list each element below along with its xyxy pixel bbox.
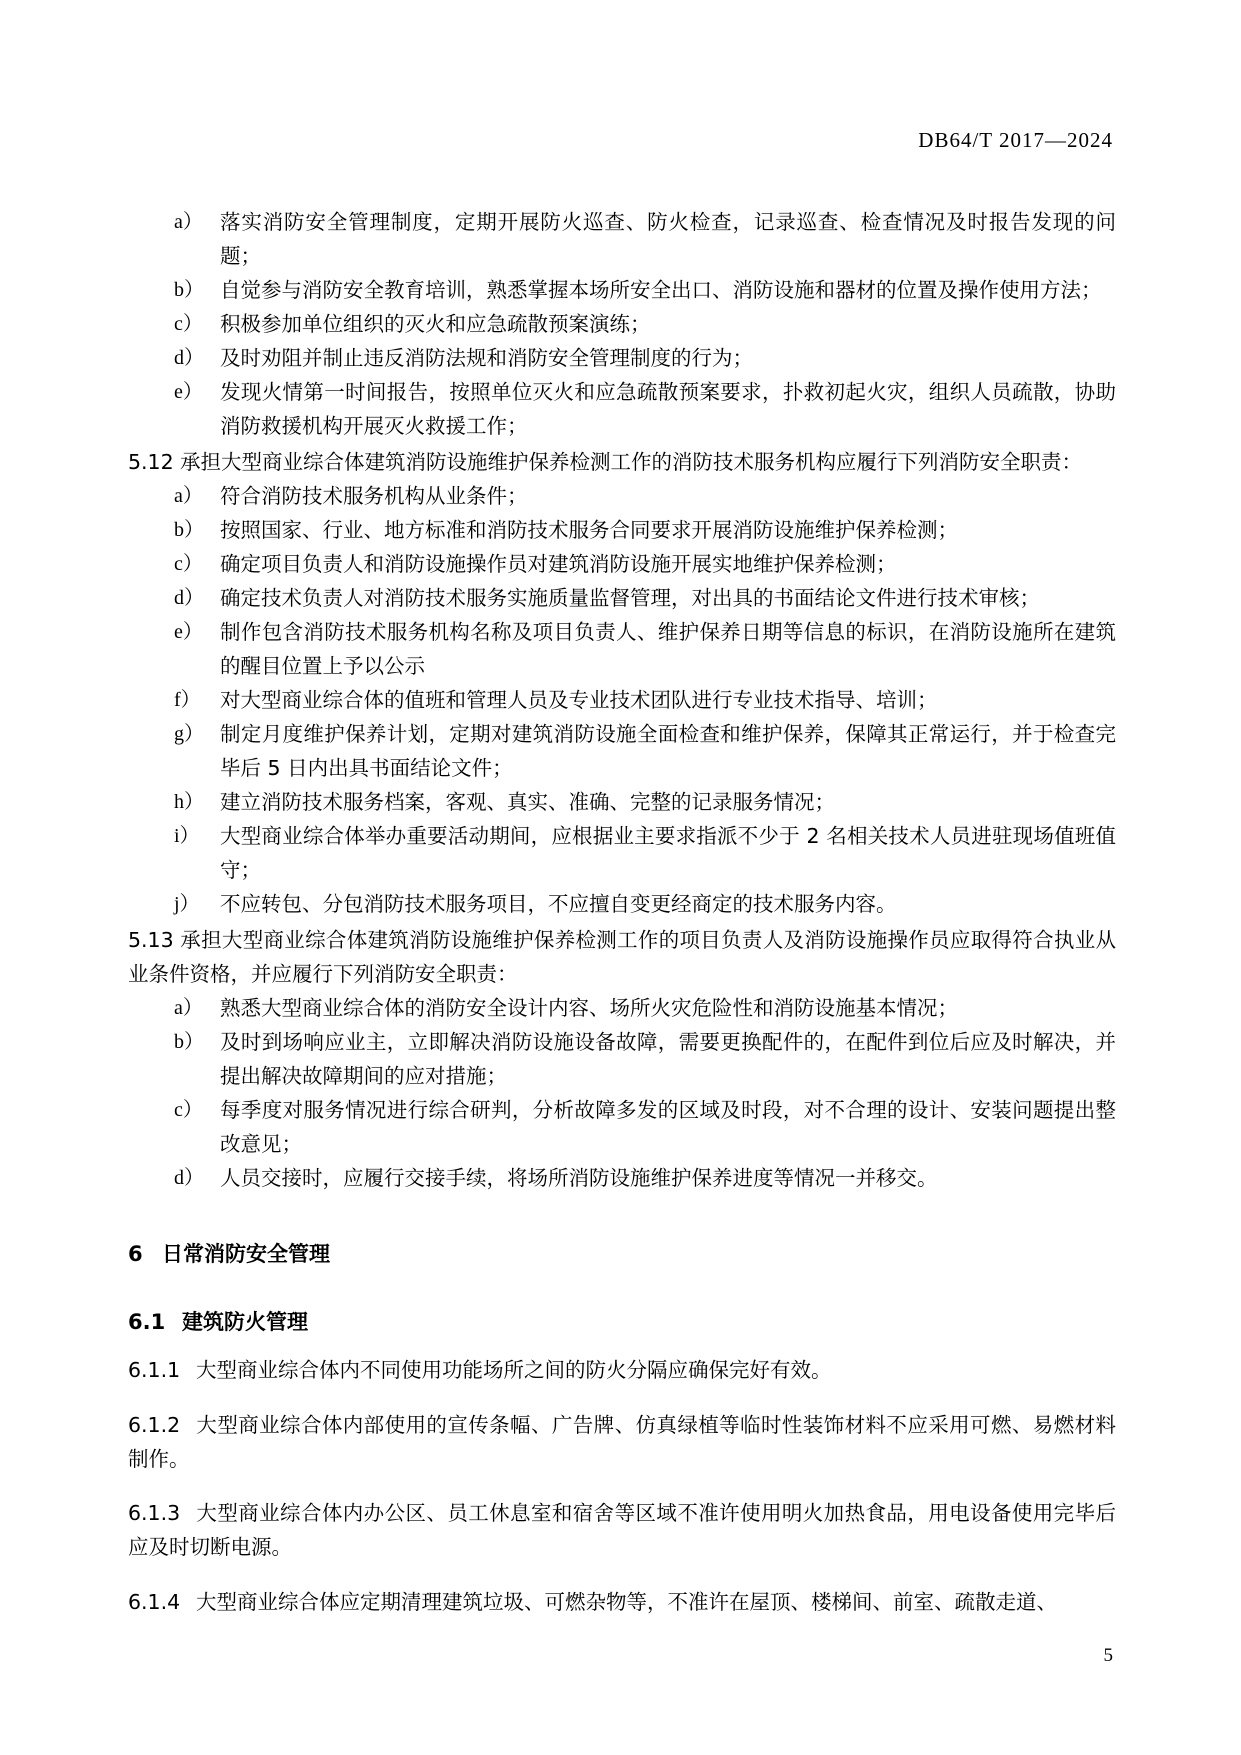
paragraph-text: 大型商业综合体内部使用的宣传条幅、广告牌、仿真绿植等临时性装饰材料不应采用可燃、易燃材料制作。 — [128, 1412, 1116, 1471]
list-marker: f） — [174, 689, 201, 711]
list-marker: b） — [174, 1031, 204, 1053]
paragraph-index: 6.1.4 — [128, 1589, 181, 1614]
list-text: 不应转包、分包消防技术服务项目，不应擅自变更经商定的技术服务内容。 — [220, 892, 897, 916]
list-text: 确定技术负责人对消防技术服务实施质量监督管理，对出具的书面结论文件进行技术审核； — [220, 586, 1040, 610]
subsection-title: 建筑防火管理 — [182, 1310, 308, 1334]
page-number: 5 — [1103, 1645, 1113, 1666]
list-marker: c） — [174, 1099, 203, 1121]
list-5-12 — [128, 479, 1116, 921]
list-marker: j） — [174, 893, 200, 915]
clause-text: 承担大型商业综合体建筑消防设施维护保养检测工作的消防技术服务机构应履行下列消防安全职责： — [180, 450, 1082, 474]
list-item — [128, 479, 1116, 513]
list-item — [128, 375, 1116, 443]
list-item — [128, 887, 1116, 921]
list-text: 人员交接时，应履行交接手续，将场所消防设施维护保养进度等情况一并移交。 — [220, 1166, 938, 1190]
list-text: 自觉参与消防安全教育培训，熟悉掌握本场所安全出口、消防设施和器材的位置及操作使用方法； — [220, 278, 1102, 302]
list-text: 按照国家、行业、地方标准和消防技术服务合同要求开展消防设施维护保养检测； — [220, 518, 958, 542]
list-item — [128, 513, 1116, 547]
list-item — [128, 547, 1116, 581]
paragraph-6-1-1 — [128, 1353, 1116, 1387]
list-text: 制定月度维护保养计划，定期对建筑消防设施全面检查和维护保养，保障其正常运行，并于检查完毕后 5 日内出具书面结论文件； — [220, 722, 1116, 780]
list-item — [128, 273, 1116, 307]
list-marker: g） — [174, 723, 204, 745]
list-marker: d） — [174, 1167, 204, 1189]
list-marker: a） — [174, 997, 203, 1019]
paragraph-text: 大型商业综合体应定期清理建筑垃圾、可燃杂物等，不准许在屋顶、楼梯间、前室、疏散走道、 — [196, 1589, 1057, 1614]
clause-5-13 — [128, 923, 1116, 991]
list-item — [128, 615, 1116, 683]
list-marker: i） — [174, 825, 200, 847]
list-item — [128, 1161, 1116, 1195]
list-text: 发现火情第一时间报告，按照单位灭火和应急疏散预案要求，扑救初起火灾，组织人员疏散，协助消防救援机构开展灭火救援工作； — [220, 380, 1116, 438]
subsection-heading-6-1 — [128, 1305, 1116, 1339]
list-item — [128, 307, 1116, 341]
list-text: 制作包含消防技术服务机构名称及项目负责人、维护保养日期等信息的标识，在消防设施所在建筑的醒目位置上予以公示 — [220, 620, 1116, 678]
clause-number: 5.12 — [128, 450, 174, 474]
list-item — [128, 991, 1116, 1025]
list-text: 每季度对服务情况进行综合研判，分析故障多发的区域及时段，对不合理的设计、安装问题提出整改意见； — [220, 1098, 1116, 1156]
section-index: 6 — [128, 1242, 143, 1266]
list-item — [128, 1025, 1116, 1093]
list-5-13 — [128, 991, 1116, 1195]
paragraph-text: 大型商业综合体内办公区、员工休息室和宿舍等区域不准许使用明火加热食品，用电设备使用完毕后应及时切断电源。 — [128, 1501, 1116, 1559]
list-marker: e） — [174, 381, 203, 403]
list-marker: b） — [174, 279, 204, 301]
list-marker: d） — [174, 347, 204, 369]
list-marker: e） — [174, 621, 203, 643]
list-item — [128, 683, 1116, 717]
section-heading-6 — [128, 1237, 1116, 1271]
list-item — [128, 785, 1116, 819]
list-text: 对大型商业综合体的值班和管理人员及专业技术团队进行专业技术指导、培训； — [220, 688, 938, 712]
paragraph-index: 6.1.3 — [128, 1501, 181, 1525]
list-marker: a） — [174, 485, 203, 507]
clause-text: 承担大型商业综合体建筑消防设施维护保养检测工作的项目负责人及消防设施操作员应取得符合执业从业条件资格，并应履行下列消防安全职责： — [128, 928, 1116, 986]
paragraph-text: 大型商业综合体内不同使用功能场所之间的防火分隔应确保完好有效。 — [196, 1358, 832, 1382]
list-item — [128, 205, 1116, 273]
list-marker: c） — [174, 553, 203, 575]
list-text: 积极参加单位组织的灭火和应急疏散预案演练； — [220, 312, 651, 336]
list-marker: h） — [174, 791, 204, 813]
paragraph-6-1-2 — [128, 1408, 1116, 1476]
list-marker: b） — [174, 519, 204, 541]
list-text: 熟悉大型商业综合体的消防安全设计内容、场所火灾危险性和消防设施基本情况； — [220, 996, 958, 1020]
page-content — [128, 205, 1116, 1639]
list-text: 落实消防安全管理制度，定期开展防火巡查、防火检查，记录巡查、检查情况及时报告发现的问题； — [220, 210, 1116, 268]
list-marker: d） — [174, 587, 204, 609]
list-text: 符合消防技术服务机构从业条件； — [220, 484, 528, 508]
list-item — [128, 581, 1116, 615]
paragraph-index: 6.1.1 — [128, 1358, 181, 1382]
list-text: 及时劝阻并制止违反消防法规和消防安全管理制度的行为； — [220, 346, 753, 370]
list-marker: a） — [174, 211, 203, 233]
list-text: 及时到场响应业主，立即解决消防设施设备故障，需要更换配件的，在配件到位后应及时解决，并提出解决故障期间的应对措施； — [220, 1030, 1116, 1088]
paragraph-index: 6.1.2 — [128, 1412, 181, 1437]
clause-5-12 — [128, 445, 1116, 479]
clause-number: 5.13 — [128, 928, 174, 952]
subsection-index: 6.1 — [128, 1310, 166, 1334]
paragraph-6-1-4 — [128, 1585, 1116, 1619]
paragraph-6-1-3 — [128, 1496, 1116, 1564]
list-marker: c） — [174, 313, 203, 335]
list-5-11 — [128, 205, 1116, 443]
list-text: 确定项目负责人和消防设施操作员对建筑消防设施开展实地维护保养检测； — [220, 552, 897, 576]
list-text: 建立消防技术服务档案，客观、真实、准确、完整的记录服务情况； — [220, 790, 835, 814]
list-item — [128, 1093, 1116, 1161]
section-title: 日常消防安全管理 — [162, 1242, 330, 1266]
list-item — [128, 341, 1116, 375]
list-text: 大型商业综合体举办重要活动期间，应根据业主要求指派不少于 2 名相关技术人员进驻现场值班值守； — [220, 824, 1116, 882]
list-item — [128, 819, 1116, 887]
list-item — [128, 717, 1116, 785]
page-header: DB64/T 2017—2024 — [918, 128, 1113, 152]
